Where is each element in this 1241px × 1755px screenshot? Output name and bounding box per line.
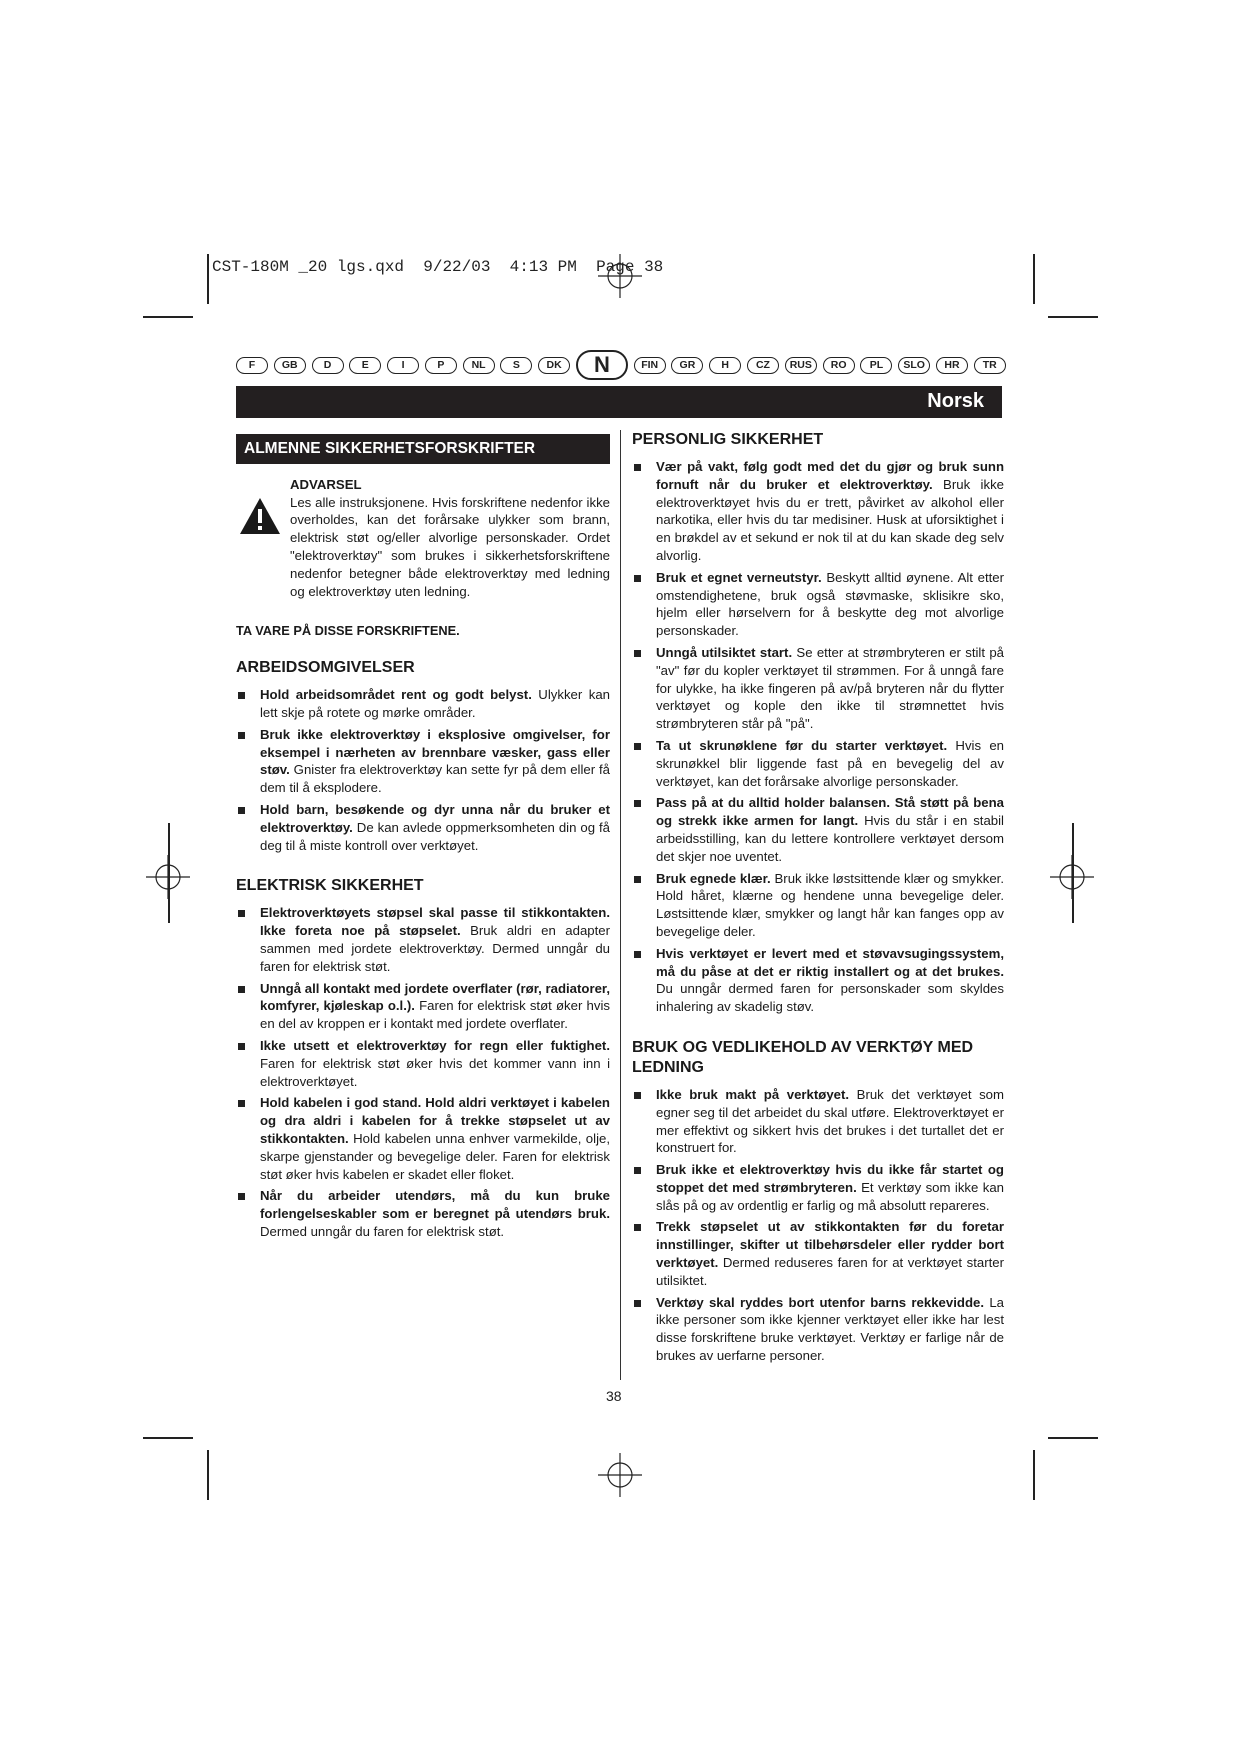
item-bold-lead: Hold kabelen i god stand. Hold aldri verktøyet i kabelen og dra aldri i kabelen for å trekke støpselet ut av stikkontakten. [260, 1095, 610, 1146]
language-h: H [709, 357, 741, 374]
language-tr: TR [974, 357, 1006, 374]
list-item [236, 801, 610, 854]
language-gr: GR [671, 357, 703, 374]
item-text: Dermed reduseres faren for at verktøyet starter utilsiktet. [656, 1255, 1004, 1288]
list-item [632, 458, 1004, 565]
item-text: Bruk ikke elektroverktøyet hvis du er trett, påvirket av alkohol eller narkotika, eller hvis du tar medisiner. Husk at uforsiktighet i en brøkdel av et sekund er nok til at du kan skade deg selv alvorlig. [656, 476, 1004, 563]
crop-mark [1048, 316, 1098, 318]
list-item [632, 794, 1004, 865]
item-bold-lead: Pass på at du alltid holder balansen. Stå støtt på bena og strekk ikke armen for langt. [656, 795, 1004, 829]
item-text: Beskytt alltid øynene. Alt etter omstendighetene, bruk også støvmaske, sklisikre sko, hjelm eller hørselvern for å beskytte deg mot alvorlige personskader. [656, 569, 1004, 639]
item-text: Ulykker kan lett skje på rotete og mørke områder. [260, 687, 610, 720]
item-bold-lead: Når du arbeider utendørs, må du kun bruke forlengelseskabler som er beregnet på utendørs bruk. [260, 1188, 610, 1222]
section-heading: ELEKTRISK SIKKERHET [236, 877, 424, 895]
warning-text: Les alle instruksjonene. Hvis forskriftene nedenfor ikke overholdes, kan det forårsake ulykker som brann, elektrisk støt og/eller alvorlige personskader. Ordet "elektroverktøy" som brukes i sikkerhetsforskriftene nedenfor betegner både elektroverktøy med ledning og elektroverktøy uten ledning. [290, 494, 610, 599]
item-bold-lead: Hvis verktøyet er levert med et støvavsugingssystem, må du påse at det er riktig installert og at det brukes. [656, 945, 1004, 979]
print-slug: CST-180M _20 lgs.qxd 9/22/03 4:13 PM Page 38 [212, 258, 664, 276]
language-cz: CZ [747, 357, 779, 374]
list-item [236, 686, 610, 722]
bullet-list [632, 1086, 1004, 1365]
section-heading: BRUK OG VEDLIKEHOLD AV VERKTØY MED LEDNING [632, 1038, 974, 1076]
item-bold-lead: Bruk ikke et elektroverktøy hvis du ikke får startet og stoppet det med strømbryteren. [656, 1162, 1004, 1195]
list-item [236, 904, 610, 975]
list-item [632, 1086, 1004, 1157]
list-item [632, 945, 1004, 1016]
language-p: P [425, 357, 457, 374]
item-bold-lead: Elektroverktøyets støpsel skal passe til stikkontakten. Ikke foreta noe på støpselet. [260, 905, 610, 939]
language-hr: HR [936, 357, 968, 374]
left-column [236, 434, 610, 1253]
crop-mark [143, 316, 193, 318]
item-text: De kan avlede oppmerksomheten din og få deg til å miste kontroll over verktøyet. [260, 819, 610, 853]
language-d: D [312, 357, 344, 374]
item-text: Faren for elektrisk støt øker hvis en del av kroppen er i kontakt med jordete overflater. [260, 998, 610, 1032]
item-bold-lead: Ta ut skrunøklene før du starter verktøyet. [656, 737, 948, 753]
warning-triangle-icon [238, 496, 282, 536]
list-item [236, 726, 610, 797]
item-bold-lead: Bruk egnede klær. [656, 870, 771, 886]
language-ro: RO [823, 357, 855, 374]
list-item [632, 1161, 1004, 1214]
list-item [632, 737, 1004, 790]
item-text: Hvis en skrunøkkel blir liggende fast på en bevegelig del av verktøyet, kan det forårsake alvorlige personskader. [656, 737, 1005, 789]
language-i: I [387, 357, 419, 374]
warning-block [236, 476, 610, 601]
language-gb: GB [274, 357, 306, 374]
language-selector [236, 350, 1006, 380]
left-sections [236, 658, 610, 1241]
item-text: Gnister fra elektroverktøy kan sette fyr på dem eller få dem til å eksplodere. [260, 762, 610, 796]
crop-mark [143, 1437, 193, 1439]
section-banner: ALMENNE SIKKERHETSFORSKRIFTER [236, 434, 610, 464]
item-text: Se etter at strømbryteren er stilt på "av" før du kopler verktøyet til strømmen. For å unngå fare for ulykke, ha ikke fingeren på av/på bryteren når du flytter verktøyet og kople den ikke til strømnettet hvis strømbryteren står på "på". [656, 644, 1004, 732]
page-title: Norsk [927, 390, 984, 412]
section-heading: ARBEIDSOMGIVELSER [236, 659, 415, 677]
crop-mark [1033, 1450, 1035, 1500]
item-text: Bruk ikke løstsittende klær og smykker. Hold håret, klærne og hendene unna bevegelige deler. Løstsittende klær, smykker og langt hår kan fanges opp av bevegelige deler. [656, 870, 1004, 939]
language-pl: PL [860, 357, 892, 374]
item-text: La ikke personer som ikke kjenner verktøyet eller ikke har lest disse forskriftene bruke verktøyet. Verktøy er farlige når de brukes av uerfarne personer. [656, 1294, 1004, 1364]
crop-mark [1033, 254, 1035, 304]
list-item [632, 569, 1004, 640]
crop-mark [1072, 823, 1074, 923]
item-bold-lead: Ikke bruk makt på verktøyet. [656, 1086, 850, 1102]
item-text: Hvis du står i en stabil arbeidsstilling, kan du lettere kontrollere verktøyet dersom det skjer noe uventet. [656, 813, 1004, 864]
language-slo: SLO [898, 357, 930, 374]
column-divider [620, 430, 621, 1380]
language-dk: DK [538, 357, 570, 374]
keep-instructions-notice: TA VARE PÅ DISSE FORSKRIFTENE. [236, 623, 460, 639]
item-text: Hold kabelen unna enhver varmekilde, olje, skarpe gjenstander og bevegelige deler. Faren for elektrisk støt øker hvis kabelen er skadet eller floket. [260, 1130, 610, 1182]
warning-label: ADVARSEL [290, 476, 362, 492]
crop-mark [207, 254, 209, 304]
item-bold-lead: Bruk et egnet verneutstyr. [656, 569, 822, 585]
language-fin: FIN [634, 357, 666, 374]
list-item [236, 980, 610, 1033]
bullet-list [236, 904, 610, 1240]
language-n: N [576, 350, 628, 380]
language-s: S [500, 357, 532, 374]
list-item [236, 1037, 610, 1090]
language-e: E [349, 357, 381, 374]
list-item [632, 644, 1004, 733]
item-text: Du unngår dermed faren for personskader som skyldes inhalering av skadelig støv. [656, 981, 1004, 1015]
language-f: F [236, 357, 268, 374]
registration-mark-icon [598, 254, 642, 298]
section-heading: PERSONLIG SIKKERHET [632, 431, 824, 448]
language-nl: NL [463, 357, 495, 374]
item-bold-lead: Hold arbeidsområdet rent og godt belyst. [260, 687, 532, 703]
registration-mark-icon [598, 1453, 642, 1497]
item-bold-lead: Vær på vakt, følg godt med det du gjør og bruk sunn fornuft når du bruker et elektroverktøy. [656, 459, 1004, 492]
item-bold-lead: Hold barn, besøkende og dyr unna når du bruker et elektroverktøy. [260, 801, 610, 835]
list-item [632, 870, 1004, 941]
list-item [632, 1294, 1004, 1365]
bullet-list [632, 458, 1004, 1016]
item-text: Bruk det verktøyet som egner seg til det arbeidet du skal utføre. Elektroverktøyet er mer effektivt og sikkert hvis det brukes i det turtallet det er konstruert for. [656, 1086, 1004, 1156]
item-bold-lead: Bruk ikke elektroverktøy i eksplosive omgivelser, for eksempel i nærheten av brennbare væsker, gass eller støv. [260, 726, 610, 778]
list-item [236, 1094, 610, 1183]
page-number: 38 [606, 1388, 622, 1404]
language-rus: RUS [785, 357, 817, 374]
item-text: Dermed unngår du faren for elektrisk støt. [260, 1223, 505, 1239]
list-item [236, 1187, 610, 1240]
right-column [632, 430, 1004, 1377]
crop-mark [207, 1450, 209, 1500]
item-bold-lead: Trekk støpselet ut av stikkontakten før du foretar innstillinger, skifter ut tilbehørsdeler eller rydder bort verktøyet. [656, 1219, 1004, 1271]
crop-mark [168, 823, 170, 923]
item-bold-lead: Unngå all kontakt med jordete overflater (rør, radiatorer, komfyrer, kjøleskap o.l.). [260, 980, 610, 1014]
item-text: Bruk aldri en adapter sammen med jordete elektroverktøy. Dermed unngår du faren for elektrisk støt. [260, 923, 611, 974]
page-title-bar [236, 386, 1002, 418]
item-bold-lead: Ikke utsett et elektroverktøy for regn eller fuktighet. [260, 1037, 610, 1053]
bullet-list [236, 686, 610, 854]
item-bold-lead: Unngå utilsiktet start. [656, 644, 793, 660]
list-item [632, 1218, 1004, 1289]
item-text: Faren for elektrisk støt øker hvis det kommer vann inn i elektroverktøyet. [260, 1055, 610, 1089]
item-bold-lead: Verktøy skal ryddes bort utenfor barns rekkevidde. [656, 1294, 984, 1310]
item-text: Et verktøy som ikke kan slås på og av ordentlig er farlig og må absolutt repareres. [656, 1179, 1004, 1213]
crop-mark [1048, 1437, 1098, 1439]
